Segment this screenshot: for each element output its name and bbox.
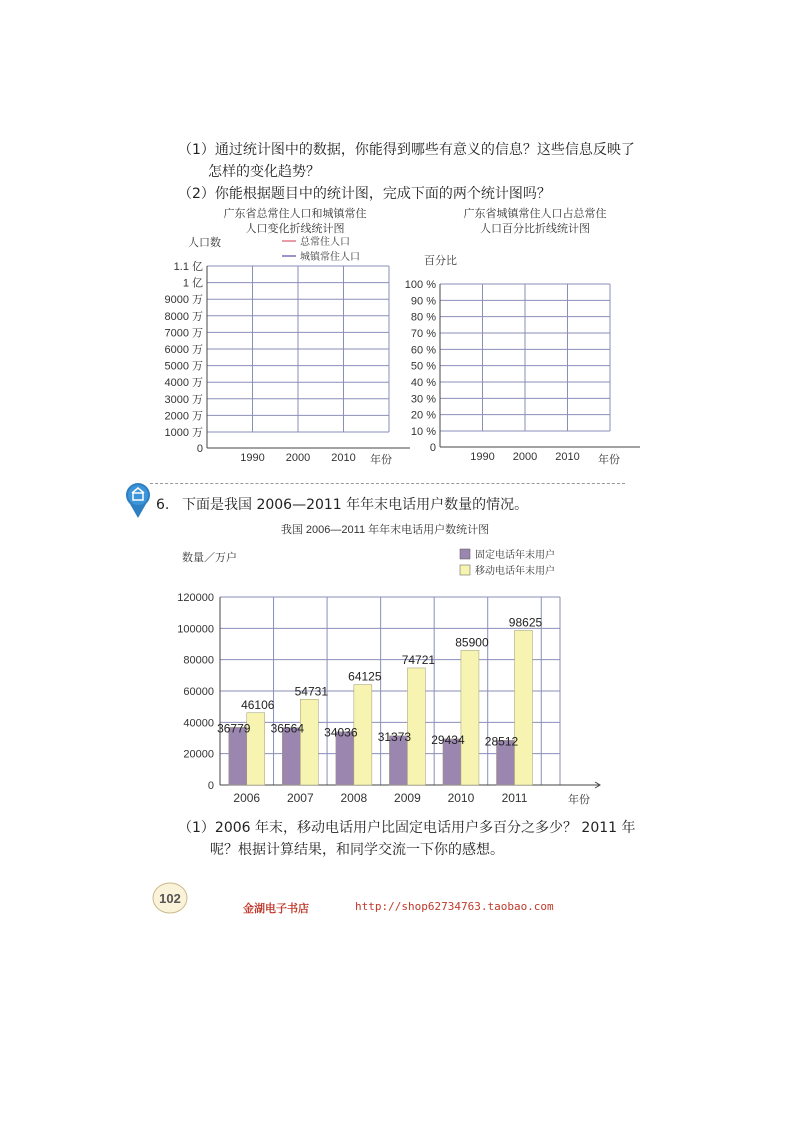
legend-label-urban: 城镇常住人口 [300,252,360,263]
y-tick-label: 4000 万 [164,377,203,390]
left-chart-title-line1: 广东省总常住人口和城镇常住 [223,207,367,220]
question-6-1-line1: （1）2006 年末，移动电话用户比固定电话用户多百分之多少？ 2011 年 [178,820,636,836]
right-chart-yticks [405,279,436,454]
bar-chart-xlabel: 年份 [568,794,590,806]
y-tick-label: 1.1 亿 [173,261,203,273]
right-chart-xticks [470,451,579,463]
y-tick-label: 30 % [410,393,436,406]
left-chart-yticks [164,260,203,455]
x-tick-label: 2000 [512,451,538,463]
bar-y-tick-label: 60000 [183,686,214,698]
section-divider [150,483,625,484]
right-chart-title-line1: 广东省城镇常住人口占总常住 [463,207,607,220]
left-chart-title-line2: 人口变化折线统计图 [245,222,345,235]
y-tick-label: 40 % [410,377,436,389]
right-chart-title-line2: 人口百分比折线统计图 [480,222,590,235]
y-tick-label: 70 % [410,328,436,340]
legend-label-total: 总常住人口 [300,237,350,248]
x-tick-label: 1990 [240,452,265,464]
bar-data-label-mobile: 74721 [401,652,436,667]
bar-data-label-fixed: 36564 [270,721,305,736]
bar-x-tick-label: 2008 [340,791,368,805]
bar-y-tick-label: 120000 [177,592,214,604]
x-tick-label: 2010 [331,452,356,464]
x-tick-label: 1990 [470,451,495,463]
bar-data-label-mobile: 54731 [294,684,329,699]
y-tick-label: 90 % [410,295,436,308]
bar-chart-yticks [177,592,214,792]
bar-y-tick-label: 100000 [177,623,214,636]
bar-data-label-mobile: 85900 [455,635,489,650]
y-tick-label: 1 亿 [182,277,203,290]
question-1-line2: 怎样的变化趋势？ [208,164,320,180]
x-tick-label: 2000 [285,452,311,464]
question-6-1-line2: 呢？根据计算结果，和同学交流一下你的感想。 [210,842,504,858]
page-number-badge [150,880,190,916]
y-tick-label: 0 [196,443,203,455]
bar-mobile [514,630,532,785]
left-chart-xlabel: 年份 [370,454,392,466]
question-2: （2）你能根据题目中的统计图，完成下面的两个统计图吗？ [178,186,551,202]
home-badge-icon [123,480,153,520]
phone-users-bar-chart [150,515,620,815]
problem-6-text: 下面是我国 2006—2011 年年末电话用户数量的情况。 [182,497,529,513]
bar-mobile [407,668,425,785]
y-tick-label: 9000 万 [164,294,203,307]
bar-data-label-fixed: 29434 [431,732,465,747]
bar-x-tick-label: 2007 [286,791,314,805]
bar-fixed-line [282,728,300,785]
bar-chart-data-labels [217,615,542,748]
y-tick-label: 6000 万 [164,344,203,356]
y-tick-label: 5000 万 [164,360,203,373]
shop-name: 金湖电子书店 [243,902,309,915]
question-1-line1: （1）通过统计图中的数据，你能得到哪些有意义的信息？这些信息反映了 [178,142,635,158]
legend-label-fixed: 固定电话年末用户 [475,550,555,561]
y-tick-label: 100 % [404,279,436,291]
left-chart-grid [207,266,410,451]
page-number: 102 [159,891,181,906]
y-tick-label: 20 % [410,409,436,422]
bar-mobile [300,699,318,785]
bar-data-label-fixed: 28512 [484,734,519,749]
bar-mobile [461,650,479,785]
legend-swatch-mobile [460,565,470,575]
y-tick-label: 50 % [410,360,436,373]
bar-y-tick-label: 0 [207,780,214,792]
bar-x-tick-label: 2006 [233,791,261,805]
bar-data-label-fixed: 36779 [217,721,251,736]
right-line-chart [400,250,640,475]
bar-chart-title: 我国 2006—2011 年年末电话用户数统计图 [280,524,490,536]
bar-x-tick-label: 2011 [501,791,528,805]
x-tick-label: 2010 [555,451,580,463]
y-tick-label: 8000 万 [164,310,203,323]
y-tick-label: 10 % [410,426,436,438]
legend-label-mobile: 移动电话年末用户 [475,566,555,577]
left-line-chart [150,230,410,475]
y-tick-label: 3000 万 [164,393,203,406]
bar-y-tick-label: 40000 [183,717,214,730]
left-chart-xticks [240,452,355,464]
bar-data-label-mobile: 64125 [348,669,382,684]
right-chart-grid [440,284,640,450]
bar-data-label-mobile: 98625 [508,615,543,630]
y-tick-label: 1000 万 [164,427,203,439]
right-chart-ylabel: 百分比 [424,255,457,267]
bar-chart-ylabel: 数量／万户 [182,552,237,564]
bar-data-label-mobile: 46106 [241,697,275,712]
shop-url[interactable]: http://shop62734763.taobao.com [355,900,554,913]
y-tick-label: 0 [429,442,436,454]
y-tick-label: 60 % [410,344,436,357]
bar-x-tick-label: 2010 [447,791,475,805]
y-tick-label: 2000 万 [164,410,203,423]
y-tick-label: 7000 万 [164,327,203,340]
bar-x-tick-label: 2009 [394,791,421,805]
right-chart-title [420,206,650,236]
bar-fixed-line [229,727,247,785]
bar-chart-xticks [233,791,527,805]
y-tick-label: 80 % [410,311,436,324]
bar-data-label-fixed: 34036 [324,725,358,740]
problem-6-number: 6. [156,497,170,513]
bar-y-tick-label: 20000 [183,748,214,761]
left-chart-ylabel: 人口数 [188,237,221,249]
right-chart-xlabel: 年份 [598,454,620,466]
bar-y-tick-label: 80000 [183,654,214,667]
legend-swatch-fixed [460,549,470,559]
bar-data-label-fixed: 31373 [377,729,412,744]
